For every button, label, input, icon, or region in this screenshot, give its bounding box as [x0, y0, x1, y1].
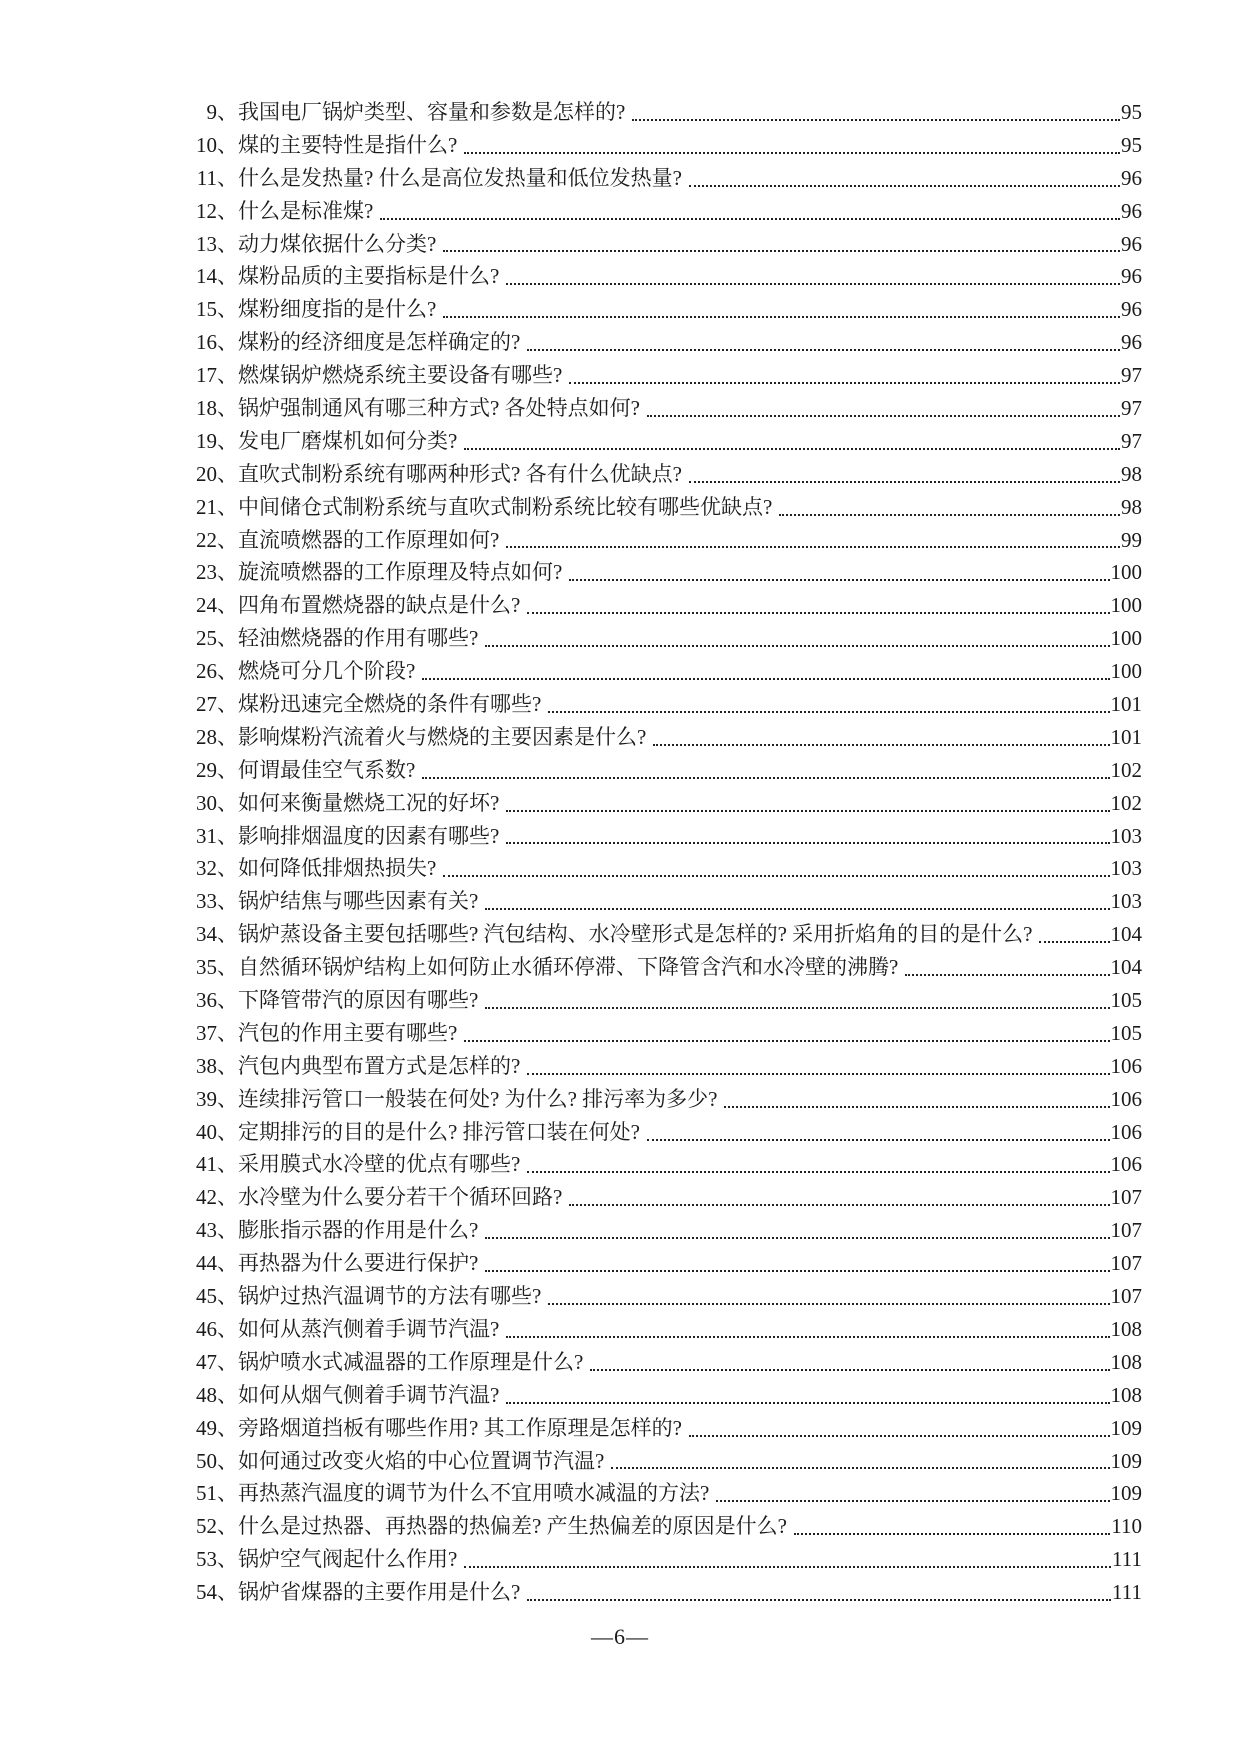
dot-leader	[485, 1237, 1109, 1239]
toc-entry-page: 97	[1121, 396, 1142, 420]
dot-leader	[794, 1533, 1110, 1535]
toc-entry-number: 9、	[206, 99, 238, 124]
toc-entry	[180, 1214, 1142, 1247]
toc-entry-title: 何谓最佳空气系数?	[238, 757, 416, 782]
toc-entry-page: 101	[1110, 724, 1142, 749]
toc-entry-title: 如何从蒸汽侧着手调节汽温?	[238, 1316, 500, 1341]
dot-leader	[464, 152, 1120, 154]
toc-entry-page: 97	[1121, 428, 1142, 453]
toc-entry	[180, 1017, 1142, 1050]
toc-entry	[180, 556, 1142, 589]
toc-entry-number: 54、	[196, 1580, 238, 1605]
toc-entry-page: 110	[1111, 1514, 1142, 1539]
dot-leader	[548, 711, 1109, 713]
dot-leader	[590, 1369, 1109, 1371]
toc-entry-number: 15、	[196, 297, 238, 322]
toc-entry-title: 汽包的作用主要有哪些?	[238, 1020, 458, 1045]
toc-entry-page: 95	[1121, 132, 1142, 157]
toc-entry	[180, 524, 1142, 557]
toc-entry-page: 105	[1110, 1020, 1142, 1045]
toc-entry-number: 28、	[196, 724, 238, 749]
toc-entry-page: 96	[1121, 330, 1142, 355]
toc-entry-title: 动力煤依据什么分类?	[238, 231, 437, 256]
toc-entry-page: 99	[1121, 527, 1142, 552]
dot-leader	[485, 645, 1109, 647]
toc-entry-title: 汽包内典型布置方式是怎样的?	[238, 1053, 521, 1078]
toc-entry-number: 42、	[196, 1185, 238, 1210]
toc-entry-number: 26、	[196, 659, 238, 684]
toc-entry-title: 燃煤锅炉燃烧系统主要设备有哪些?	[238, 363, 563, 388]
toc-entry-title: 轻油燃烧器的作用有哪些?	[238, 626, 479, 651]
toc-entry-page: 106	[1110, 1119, 1142, 1144]
dot-leader	[506, 1402, 1109, 1404]
toc-entry	[180, 1576, 1142, 1609]
toc-entry	[180, 359, 1142, 392]
toc-entry-title: 中间储仓式制粉系统与直吹式制粉系统比较有哪些优缺点?	[238, 494, 773, 519]
toc-entry-page: 100	[1110, 659, 1142, 684]
toc-entry-page: 102	[1110, 790, 1142, 815]
toc-entry-page: 103	[1110, 856, 1142, 881]
toc-entry-title: 水冷壁为什么要分若干个循环回路?	[238, 1185, 563, 1210]
toc-entry	[180, 589, 1142, 622]
toc-entry-page: 109	[1110, 1415, 1142, 1440]
toc-entry-page: 102	[1110, 757, 1142, 782]
toc-entry-number: 11、	[196, 165, 238, 190]
toc-entry-title: 四角布置燃烧器的缺点是什么?	[238, 593, 521, 618]
toc-entry-title: 锅炉过热汽温调节的方法有哪些?	[238, 1284, 542, 1309]
toc-entry-title: 再热蒸汽温度的调节为什么不宜用喷水减温的方法?	[238, 1481, 710, 1506]
toc-entry	[180, 951, 1142, 984]
toc-entry-title: 自然循环锅炉结构上如何防止水循环停滞、下降管含汽和水冷壁的沸腾?	[238, 955, 899, 980]
toc-entry-page: 96	[1121, 264, 1142, 289]
toc-entry	[180, 228, 1142, 261]
dot-leader	[506, 546, 1120, 548]
toc-entry-page: 111	[1112, 1547, 1142, 1572]
toc-list	[180, 96, 1142, 1609]
dot-leader	[569, 579, 1109, 581]
dot-leader	[527, 612, 1109, 614]
page-number-footer: —6—	[591, 1624, 649, 1649]
toc-entry	[180, 1149, 1142, 1182]
dot-leader	[443, 316, 1120, 318]
toc-entry	[180, 392, 1142, 425]
toc-entry-number: 16、	[196, 330, 238, 355]
toc-entry-number: 52、	[196, 1514, 238, 1539]
toc-entry-title: 影响排烟温度的因素有哪些?	[238, 823, 500, 848]
toc-entry-title: 如何通过改变火焰的中心位置调节汽温?	[238, 1448, 605, 1473]
toc-entry	[180, 1181, 1142, 1214]
toc-entry	[180, 129, 1142, 162]
toc-entry-page: 106	[1110, 1152, 1142, 1177]
toc-entry-page: 108	[1110, 1316, 1142, 1341]
toc-entry-title: 旋流喷燃器的工作原理及特点如何?	[238, 560, 563, 585]
toc-entry-page: 107	[1110, 1251, 1142, 1276]
toc-entry-title: 连续排污管口一般装在何处? 为什么? 排污率为多少?	[238, 1086, 718, 1111]
toc-entry-title: 直流喷燃器的工作原理如何?	[238, 527, 500, 552]
dot-leader	[422, 777, 1109, 779]
dot-leader	[422, 678, 1109, 680]
toc-entry	[180, 425, 1142, 458]
toc-entry-title: 煤粉品质的主要指标是什么?	[238, 264, 500, 289]
toc-entry	[180, 721, 1142, 754]
toc-entry	[180, 1379, 1142, 1412]
toc-entry-page: 106	[1110, 1053, 1142, 1078]
toc-entry	[180, 96, 1142, 129]
toc-entry-number: 27、	[196, 692, 238, 717]
toc-entry-title: 燃烧可分几个阶段?	[238, 659, 416, 684]
toc-entry-page: 97	[1121, 363, 1142, 388]
toc-entry-title: 直吹式制粉系统有哪两种形式? 各有什么优缺点?	[238, 461, 682, 486]
toc-entry-number: 37、	[196, 1020, 238, 1045]
toc-entry-page: 104	[1110, 922, 1142, 947]
toc-entry-title: 旁路烟道挡板有哪些作用? 其工作原理是怎样的?	[238, 1415, 682, 1440]
toc-entry-page: 100	[1110, 626, 1142, 651]
toc-entry	[180, 1116, 1142, 1149]
dot-leader	[506, 810, 1109, 812]
toc-entry-number: 30、	[196, 790, 238, 815]
toc-entry-title: 锅炉省煤器的主要作用是什么?	[238, 1580, 521, 1605]
toc-entry-number: 32、	[196, 856, 238, 881]
toc-entry-title: 什么是发热量? 什么是高位发热量和低位发热量?	[238, 165, 682, 190]
toc-entry	[180, 688, 1142, 721]
toc-entry-number: 23、	[196, 560, 238, 585]
toc-entry-number: 17、	[196, 363, 238, 388]
toc-entry	[180, 326, 1142, 359]
toc-entry-page: 101	[1110, 692, 1142, 717]
toc-entry	[180, 458, 1142, 491]
toc-entry	[180, 918, 1142, 951]
toc-entry-page: 107	[1110, 1284, 1142, 1309]
dot-leader	[779, 514, 1120, 516]
toc-entry	[180, 885, 1142, 918]
dot-leader	[485, 1270, 1109, 1272]
toc-entry-number: 41、	[196, 1152, 238, 1177]
toc-entry	[180, 162, 1142, 195]
toc-entry-title: 什么是标准煤?	[238, 198, 374, 223]
dot-leader	[653, 744, 1109, 746]
toc-entry-number: 35、	[196, 955, 238, 980]
toc-entry	[180, 260, 1142, 293]
toc-entry-number: 36、	[196, 988, 238, 1013]
dot-leader	[506, 1336, 1109, 1338]
toc-entry-page: 96	[1121, 165, 1142, 190]
toc-entry-number: 10、	[196, 132, 238, 157]
toc-entry-title: 下降管带汽的原因有哪些?	[238, 988, 479, 1013]
toc-entry-title: 锅炉结焦与哪些因素有关?	[238, 889, 479, 914]
toc-entry-title: 定期排污的目的是什么? 排污管口装在何处?	[238, 1119, 640, 1144]
toc-entry-page: 98	[1121, 461, 1142, 486]
toc-entry-number: 40、	[196, 1119, 238, 1144]
toc-entry-number: 51、	[196, 1481, 238, 1506]
toc-entry-number: 47、	[196, 1349, 238, 1374]
toc-entry-page: 108	[1110, 1382, 1142, 1407]
toc-entry	[180, 1083, 1142, 1116]
toc-entry	[180, 491, 1142, 524]
toc-entry-page: 107	[1110, 1185, 1142, 1210]
toc-entry-page: 98	[1121, 494, 1142, 519]
toc-entry	[180, 1412, 1142, 1445]
dot-leader	[548, 1303, 1109, 1305]
toc-entry-title: 再热器为什么要进行保护?	[238, 1251, 479, 1276]
dot-leader	[506, 842, 1109, 844]
toc-entry-page: 104	[1110, 955, 1142, 980]
dot-leader	[1039, 941, 1109, 943]
toc-entry-number: 39、	[196, 1086, 238, 1111]
dot-leader	[716, 1500, 1109, 1502]
dot-leader	[527, 1599, 1111, 1601]
dot-leader	[443, 875, 1109, 877]
toc-entry-page: 109	[1110, 1481, 1142, 1506]
dot-leader	[689, 185, 1120, 187]
toc-entry	[180, 1346, 1142, 1379]
toc-entry-number: 31、	[196, 823, 238, 848]
toc-entry-page: 103	[1110, 823, 1142, 848]
toc-entry-title: 煤粉细度指的是什么?	[238, 297, 437, 322]
toc-entry-title: 煤的主要特性是指什么?	[238, 132, 458, 157]
toc-entry	[180, 293, 1142, 326]
toc-entry-title: 煤粉的经济细度是怎样确定的?	[238, 330, 521, 355]
toc-entry-page: 109	[1110, 1448, 1142, 1473]
toc-entry-page: 105	[1110, 988, 1142, 1013]
toc-entry	[180, 754, 1142, 787]
toc-entry	[180, 1543, 1142, 1576]
toc-entry	[180, 787, 1142, 820]
dot-leader	[464, 1040, 1109, 1042]
toc-entry-title: 膨胀指示器的作用是什么?	[238, 1218, 479, 1243]
toc-entry-number: 24、	[196, 593, 238, 618]
dot-leader	[905, 974, 1109, 976]
toc-entry-title: 锅炉喷水式减温器的工作原理是什么?	[238, 1349, 584, 1374]
dot-leader	[647, 1139, 1110, 1141]
toc-entry-page: 95	[1121, 99, 1142, 124]
toc-entry-number: 12、	[196, 198, 238, 223]
toc-entry-page: 100	[1110, 560, 1142, 585]
toc-entry-page: 96	[1121, 231, 1142, 256]
toc-entry-number: 20、	[196, 461, 238, 486]
dot-leader	[380, 218, 1120, 220]
dot-leader	[569, 382, 1120, 384]
toc-entry-number: 19、	[196, 428, 238, 453]
toc-entry	[180, 1477, 1142, 1510]
toc-entry-page: 96	[1121, 297, 1142, 322]
dot-leader	[689, 1435, 1110, 1437]
toc-entry	[180, 622, 1142, 655]
toc-entry-title: 什么是过热器、再热器的热偏差? 产生热偏差的原因是什么?	[238, 1514, 787, 1539]
toc-entry-number: 49、	[196, 1415, 238, 1440]
toc-entry-title: 锅炉蒸设备主要包括哪些? 汽包结构、水冷壁形式是怎样的? 采用折焰角的目的是什么?	[238, 922, 1033, 947]
toc-entry	[180, 195, 1142, 228]
toc-entry-number: 48、	[196, 1382, 238, 1407]
toc-entry-title: 发电厂磨煤机如何分类?	[238, 428, 458, 453]
dot-leader	[611, 1467, 1109, 1469]
toc-entry	[180, 984, 1142, 1017]
toc-entry	[180, 852, 1142, 885]
dot-leader	[569, 1204, 1109, 1206]
toc-entry-title: 采用膜式水冷壁的优点有哪些?	[238, 1152, 521, 1177]
toc-entry	[180, 820, 1142, 853]
dot-leader	[485, 908, 1109, 910]
dot-leader	[527, 349, 1120, 351]
toc-entry-page: 111	[1112, 1580, 1142, 1605]
toc-entry-title: 如何从烟气侧着手调节汽温?	[238, 1382, 500, 1407]
toc-entry-number: 33、	[196, 889, 238, 914]
toc-entry-page: 96	[1121, 198, 1142, 223]
toc-entry-number: 25、	[196, 626, 238, 651]
toc-entry	[180, 1247, 1142, 1280]
dot-leader	[464, 1566, 1111, 1568]
toc-entry-number: 45、	[196, 1284, 238, 1309]
toc-entry-page: 107	[1110, 1218, 1142, 1243]
toc-entry-number: 18、	[196, 396, 238, 420]
toc-entry-number: 34、	[196, 922, 238, 947]
toc-entry-number: 53、	[196, 1547, 238, 1572]
toc-entry-number: 22、	[196, 527, 238, 552]
toc-entry-number: 43、	[196, 1218, 238, 1243]
dot-leader	[485, 1007, 1109, 1009]
toc-entry	[180, 1280, 1142, 1313]
toc-entry-title: 影响煤粉汽流着火与燃烧的主要因素是什么?	[238, 724, 647, 749]
dot-leader	[689, 481, 1120, 483]
dot-leader	[632, 119, 1120, 121]
toc-entry-number: 13、	[196, 231, 238, 256]
toc-entry-title: 如何降低排烟热损失?	[238, 856, 437, 881]
toc-entry-page: 103	[1110, 889, 1142, 914]
toc-entry-title: 锅炉空气阀起什么作用?	[238, 1547, 458, 1572]
toc-entry-title: 煤粉迅速完全燃烧的条件有哪些?	[238, 692, 542, 717]
toc-entry-number: 38、	[196, 1053, 238, 1078]
dot-leader	[443, 250, 1120, 252]
toc-entry	[180, 655, 1142, 688]
toc-entry-page: 108	[1110, 1349, 1142, 1374]
toc-entry-title: 锅炉强制通风有哪三种方式? 各处特点如何?	[238, 396, 640, 420]
toc-entry	[180, 1445, 1142, 1478]
toc-entry-title: 如何来衡量燃烧工况的好坏?	[238, 790, 500, 815]
toc-entry-number: 29、	[196, 757, 238, 782]
toc-entry-number: 21、	[196, 494, 238, 519]
dot-leader	[647, 415, 1120, 417]
dot-leader	[724, 1106, 1109, 1108]
toc-entry	[180, 1510, 1142, 1543]
toc-entry-number: 44、	[196, 1251, 238, 1276]
toc-entry-number: 46、	[196, 1316, 238, 1341]
toc-entry-number: 14、	[196, 264, 238, 289]
dot-leader	[527, 1073, 1109, 1075]
dot-leader	[464, 448, 1120, 450]
dot-leader	[527, 1171, 1109, 1173]
toc-entry-number: 50、	[196, 1448, 238, 1473]
toc-entry-page: 106	[1110, 1086, 1142, 1111]
toc-entry-page: 100	[1110, 593, 1142, 618]
dot-leader	[506, 283, 1120, 285]
toc-entry	[180, 1313, 1142, 1346]
toc-entry	[180, 1050, 1142, 1083]
toc-entry-title: 我国电厂锅炉类型、容量和参数是怎样的?	[238, 99, 626, 124]
